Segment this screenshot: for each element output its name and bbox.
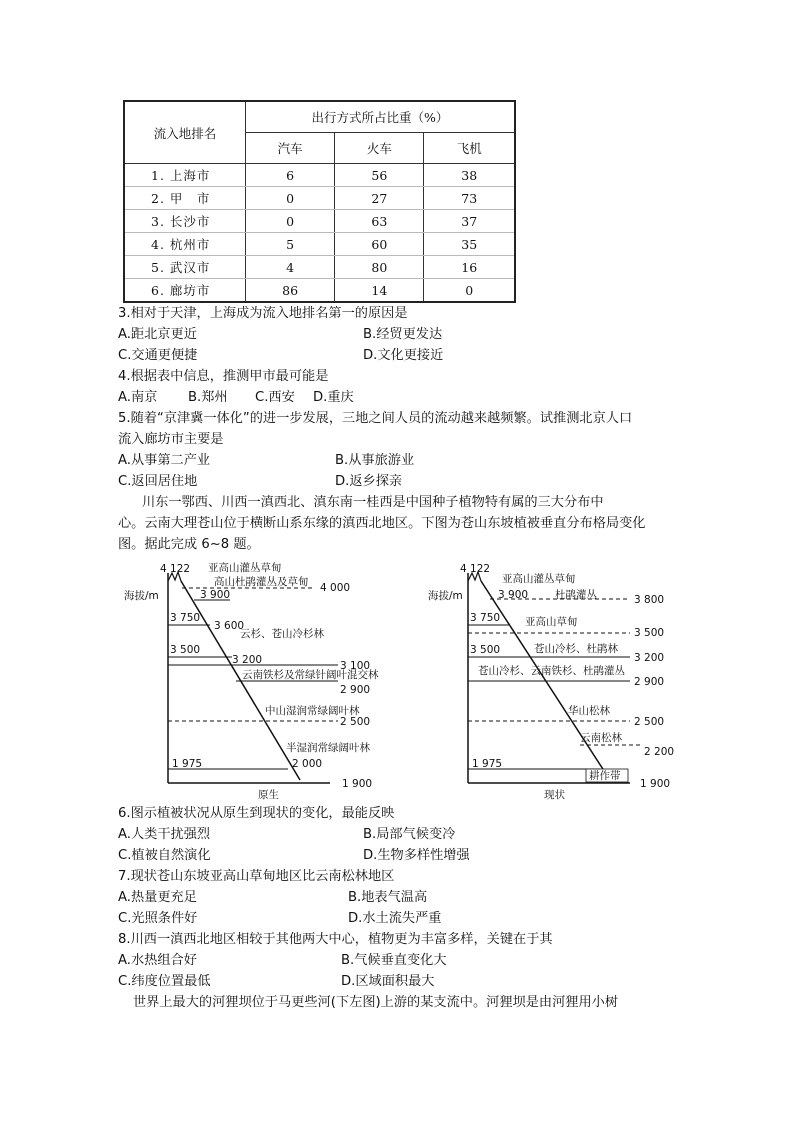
q5-stem-line1: 5.随着“京津冀一体化”的进一步发展，三地之间人员的流动越来越频繁。试推测北京人口 xyxy=(118,411,633,426)
table-row xyxy=(124,164,515,187)
train-cell: 63 xyxy=(335,210,424,233)
left-left-alt-2: 3 500 xyxy=(170,644,201,656)
q4-option-b: B.郑州 xyxy=(188,390,228,405)
left-zone-2: 高山杜鹃灌丛及草甸 xyxy=(214,576,309,588)
left-peak-label: 4 122 xyxy=(160,563,191,575)
left-zone-5: 中山湿润常绿阔叶林 xyxy=(265,705,360,717)
car-cell: 0 xyxy=(246,187,335,210)
right-zone-6: 华山松林 xyxy=(568,705,610,717)
right-caption: 现状 xyxy=(544,789,565,801)
plane-cell: 35 xyxy=(424,233,515,256)
table-row xyxy=(124,210,515,233)
q6-option-a: A.人类干扰强烈 xyxy=(118,827,211,842)
right-zone-1: 亚高山灌丛草甸 xyxy=(502,573,576,585)
rank-cell: 3. 长沙市 xyxy=(124,210,246,233)
q3-stem: 3.相对于天津，上海成为流入地排名第一的原因是 xyxy=(118,306,408,321)
q5-stem-line2: 流入廊坊市主要是 xyxy=(118,432,224,447)
right-left-alt-4: 1 975 xyxy=(472,758,503,770)
mode-header-car: 汽车 xyxy=(246,133,335,164)
right-left-alt-1: 3 900 xyxy=(498,589,529,601)
q8-option-d: D.区域面积最大 xyxy=(341,974,435,989)
left-slope-alt-1: 3 900 xyxy=(200,589,231,601)
right-y-label: 海拔/m xyxy=(428,590,463,602)
car-cell: 5 xyxy=(246,233,335,256)
right-right-alt-6: 2 200 xyxy=(644,746,675,758)
travel-mode-table xyxy=(123,100,516,303)
car-cell: 6 xyxy=(246,164,335,187)
right-right-alt-2: 3 500 xyxy=(634,627,665,639)
left-right-alt-1: 4 000 xyxy=(320,582,351,594)
left-right-alt-3: 2 900 xyxy=(340,684,371,696)
passage2-line1: 世界上最大的河狸坝位于马更些河(下左图)上游的某支流中。河狸坝是由河狸用小树 xyxy=(133,995,619,1010)
left-left-alt-1: 3 750 xyxy=(170,612,201,624)
q8-option-a: A.水热组合好 xyxy=(118,953,197,968)
plane-cell: 0 xyxy=(424,279,515,303)
left-y-label: 海拔/m xyxy=(124,590,159,602)
left-slope-alt-3: 3 200 xyxy=(232,654,263,666)
q5-option-d: D.返乡探亲 xyxy=(335,474,403,489)
right-right-alt-3: 3 200 xyxy=(634,652,665,664)
plane-cell: 38 xyxy=(424,164,515,187)
q8-stem: 8.川西一滇西北地区相较于其他两大中心，植物更为丰富多样，关键在于其 xyxy=(118,932,553,947)
q6-option-c: C.植被自然演化 xyxy=(118,848,211,863)
q4-option-a: A.南京 xyxy=(118,390,158,405)
q7-option-b: B.地表气温高 xyxy=(348,890,428,905)
q5-option-a: A.从事第二产业 xyxy=(118,453,211,468)
left-right-alt-2: 3 100 xyxy=(340,660,371,672)
q5-option-c: C.返回居住地 xyxy=(118,474,198,489)
q6-option-d: D.生物多样性增强 xyxy=(363,848,470,863)
q7-stem: 7.现状苍山东坡亚高山草甸地区比云南松林地区 xyxy=(118,869,395,884)
left-slope-alt-4: 2 000 xyxy=(292,758,323,770)
left-zone-1: 亚高山灌丛草甸 xyxy=(208,562,282,574)
q5-option-b: B.从事旅游业 xyxy=(335,453,415,468)
q4-option-d: D.重庆 xyxy=(313,390,354,405)
right-zone-8: 耕作带 xyxy=(589,770,621,782)
q6-stem: 6.图示植被状况从原生到现状的变化，最能反映 xyxy=(118,806,395,821)
rank-cell: 4. 杭州市 xyxy=(124,233,246,256)
table-row xyxy=(124,256,515,279)
train-cell: 60 xyxy=(335,233,424,256)
q3-option-c: C.交通更便捷 xyxy=(118,348,198,363)
q3-option-d: D.文化更接近 xyxy=(363,348,444,363)
passage1-line1: 川东一鄂西、川西一滇西北、滇东南一桂西是中国种子植物特有属的三大分布中 xyxy=(142,495,604,510)
right-right-alt-5: 2 500 xyxy=(634,716,665,728)
share-header: 出行方式所占比重（%） xyxy=(246,101,516,133)
train-cell: 56 xyxy=(335,164,424,187)
left-zone-4: 云南铁杉及常绿针阔叶混交林 xyxy=(242,669,379,681)
passage1-line2: 心。云南大理苍山位于横断山系东缘的滇西北地区。下图为苍山东坡植被垂直分布格局变化 xyxy=(118,516,646,531)
car-cell: 0 xyxy=(246,210,335,233)
right-zone-3: 亚高山草甸 xyxy=(525,616,578,628)
mode-header-plane: 飞机 xyxy=(424,133,515,164)
q8-option-c: C.纬度位置最低 xyxy=(118,974,211,989)
passage1-line3: 图。据此完成 6~8 题。 xyxy=(118,537,260,552)
q7-option-c: C.光照条件好 xyxy=(118,911,198,926)
table-row xyxy=(124,233,515,256)
diagram-right xyxy=(428,563,674,801)
q8-option-b: B.气候垂直变化大 xyxy=(341,953,447,968)
train-cell: 80 xyxy=(335,256,424,279)
q7-option-d: D.水土流失严重 xyxy=(348,911,442,926)
q3-option-a: A.距北京更近 xyxy=(118,327,197,342)
q4-option-c: C.西安 xyxy=(255,390,295,405)
right-left-alt-3: 3 500 xyxy=(470,644,501,656)
vegetation-diagram xyxy=(110,555,690,805)
right-right-alt-1: 3 800 xyxy=(634,594,665,606)
right-zone-4: 苍山冷杉、杜鹃林 xyxy=(534,643,618,655)
car-cell: 86 xyxy=(246,279,335,303)
q7-option-a: A.热量更充足 xyxy=(118,890,197,905)
right-zone-7: 云南松林 xyxy=(580,732,622,744)
left-zone-3: 云杉、苍山冷杉林 xyxy=(240,628,324,640)
left-left-alt-3: 1 975 xyxy=(172,758,203,770)
rank-header: 流入地排名 xyxy=(124,101,246,164)
rank-cell: 6. 廊坊市 xyxy=(124,279,246,303)
car-cell: 4 xyxy=(246,256,335,279)
right-zone-5: 苍山冷杉、云南铁杉、杜鹃灌丛 xyxy=(478,665,625,677)
table-row xyxy=(124,187,515,210)
table-row xyxy=(124,279,515,303)
plane-cell: 16 xyxy=(424,256,515,279)
left-zone-6: 半湿润常绿阔叶林 xyxy=(286,742,370,754)
q6-option-b: B.局部气候变冷 xyxy=(363,827,456,842)
q3-option-b: B.经贸更发达 xyxy=(363,327,443,342)
left-slope-alt-2: 3 600 xyxy=(214,620,245,632)
plane-cell: 37 xyxy=(424,210,515,233)
q4-stem: 4.根据表中信息，推测甲市最可能是 xyxy=(118,369,329,384)
right-right-alt-7: 1 900 xyxy=(640,778,671,790)
train-cell: 27 xyxy=(335,187,424,210)
left-caption: 原生 xyxy=(258,789,279,801)
train-cell: 14 xyxy=(335,279,424,303)
left-right-alt-5: 1 900 xyxy=(342,778,373,790)
mode-header-train: 火车 xyxy=(335,133,424,164)
right-zone-2: 杜鹃灌丛 xyxy=(555,589,597,601)
right-peak-label: 4 122 xyxy=(460,563,491,575)
rank-cell: 2. 甲 市 xyxy=(124,187,246,210)
diagram-left xyxy=(124,561,379,801)
right-left-alt-2: 3 750 xyxy=(470,612,501,624)
plane-cell: 73 xyxy=(424,187,515,210)
right-right-alt-4: 2 900 xyxy=(634,676,665,688)
left-right-alt-4: 2 500 xyxy=(340,716,371,728)
rank-cell: 1. 上海市 xyxy=(124,164,246,187)
rank-cell: 5. 武汉市 xyxy=(124,256,246,279)
